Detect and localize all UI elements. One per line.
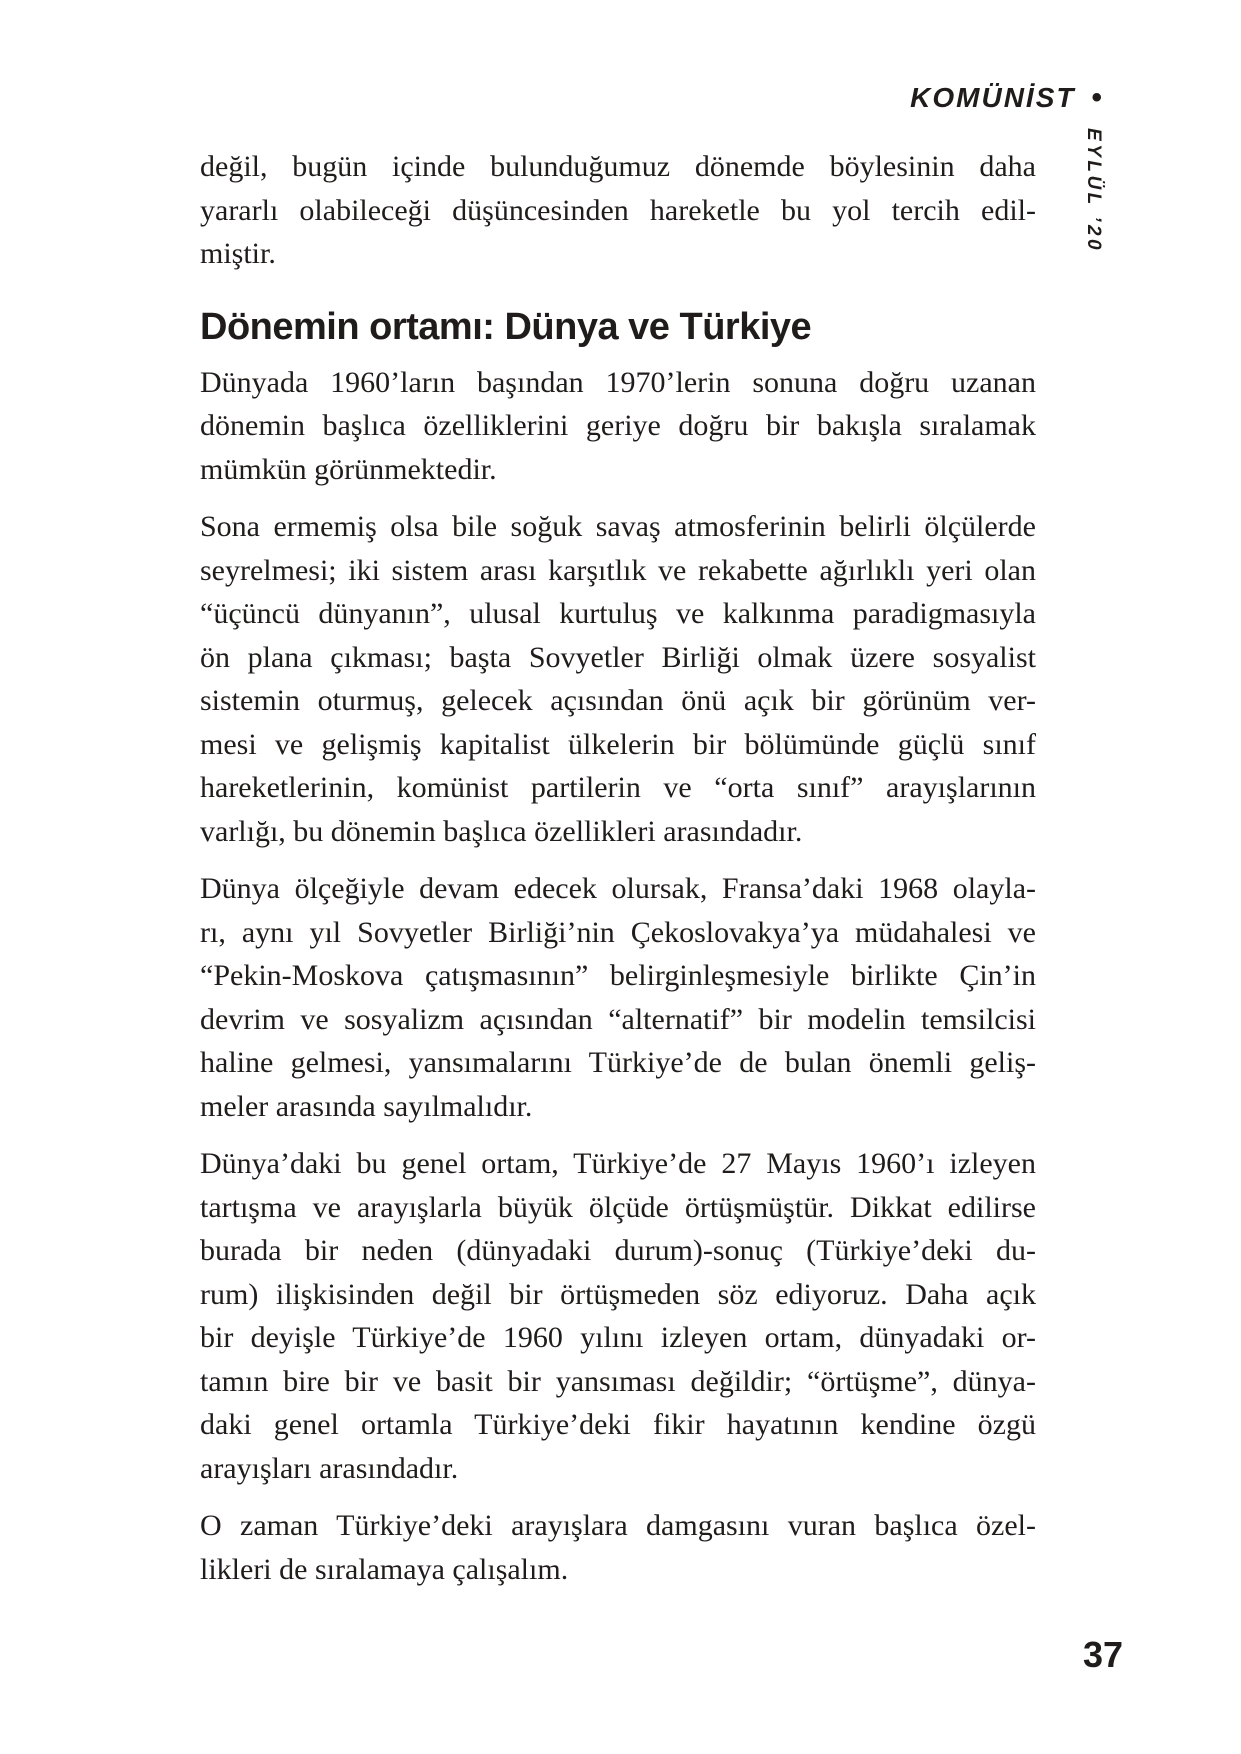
paragraph <box>200 1504 1036 1591</box>
text-line: haline gelmesi, yansımalarını Türkiye’de de bulan önemli geliş- <box>200 1046 1036 1079</box>
text-line: tamın bire bir ve basit bir yansıması değildir; “örtüşme”, dünya- <box>200 1364 1036 1398</box>
text-line: devrim ve sosyalizm açısından “alternatif” bir modelin temsilcisi <box>200 1002 1036 1036</box>
paragraph <box>200 1142 1036 1490</box>
text-line: Dünya’daki bu genel ortam, Türkiye’de 27 Mayıs 1960’ı izleyen <box>200 1147 1036 1180</box>
section-heading: Dönemin ortamı: Dünya ve Türkiye <box>200 305 812 348</box>
paragraph <box>200 145 1036 276</box>
text-line: tartışma ve arayışlarla büyük ölçüde örtüşmüştür. Dikkat edilirse <box>200 1190 1036 1224</box>
paragraph <box>200 867 1036 1128</box>
text-line: likleri de sıralamaya çalışalım. <box>200 1552 569 1586</box>
text-line: burada bir neden (dünyadaki durum)-sonuç (Türkiye’deki du- <box>200 1234 1036 1267</box>
text-line: mesi ve gelişmiş kapitalist ülkelerin bir bölümünde güçlü sınıf <box>200 727 1036 761</box>
text-line: rum) ilişkisinden değil bir örtüşmeden söz ediyoruz. Daha açık <box>200 1277 1036 1311</box>
text-line: değil, bugün içinde bulunduğumuz dönemde böylesinin daha <box>200 150 1036 183</box>
text-line: seyrelmesi; iki sistem arası karşıtlık ve rekabette ağırlıklı yeri olan <box>200 553 1036 587</box>
text-line: arayışları arasındadır. <box>200 1451 459 1485</box>
paragraph <box>200 361 1036 492</box>
article-content <box>200 145 1036 1605</box>
text-line: O zaman Türkiye’deki arayışlara damgasını vuran başlıca özel- <box>200 1509 1036 1542</box>
text-line: ön plana çıkması; başta Sovyetler Birliği olmak üzere sosyalist <box>200 640 1036 674</box>
paragraph <box>200 505 1036 853</box>
text-line: varlığı, bu dönemin başlıca özellikleri arasındadır. <box>200 814 803 848</box>
text-line: Sona ermemiş olsa bile soğuk savaş atmosferinin belirli ölçülerde <box>200 510 1036 543</box>
text-line: sistemin oturmuş, gelecek açısından önü açık bir görünüm ver- <box>200 684 1036 717</box>
journal-title: KOMÜNİST <box>910 82 1076 113</box>
bullet-separator-icon: • <box>1091 81 1102 114</box>
text-line: “üçüncü dünyanın”, ulusal kurtuluş ve kalkınma paradigmasıyla <box>200 597 1036 630</box>
text-line: rı, aynı yıl Sovyetler Birliği’nin Çekoslovakya’ya müdahalesi ve <box>200 915 1036 949</box>
text-line: miştir. <box>200 237 276 270</box>
running-head <box>910 82 1102 114</box>
text-line: meler arasında sayılmalıdır. <box>200 1089 533 1123</box>
text-line: daki genel ortamla Türkiye’deki fikir hayatının kendine özgü <box>200 1408 1036 1441</box>
text-line: hareketlerinin, komünist partilerin ve “orta sınıf” arayışlarının <box>200 771 1036 804</box>
text-line: “Pekin-Moskova çatışmasının” belirginleşmesiyle birlikte Çin’in <box>200 959 1036 992</box>
text-line: dönemin başlıca özelliklerini geriye doğru bir bakışla sıralamak <box>200 409 1036 442</box>
issue-date-vertical: EYLÜL ’20 <box>1083 128 1104 254</box>
text-line: Dünya ölçeğiyle devam edecek olursak, Fransa’daki 1968 olayla- <box>200 872 1036 905</box>
text-line: Dünyada 1960’ların başından 1970’lerin sonuna doğru uzanan <box>200 365 1036 399</box>
text-line: yararlı olabileceği düşüncesinden hareketle bu yol tercih edil- <box>200 193 1036 227</box>
text-line: bir deyişle Türkiye’de 1960 yılını izleyen ortam, dünyadaki or- <box>200 1321 1036 1354</box>
page-number: 37 <box>1082 1634 1123 1675</box>
text-line: mümkün görünmektedir. <box>200 452 497 486</box>
